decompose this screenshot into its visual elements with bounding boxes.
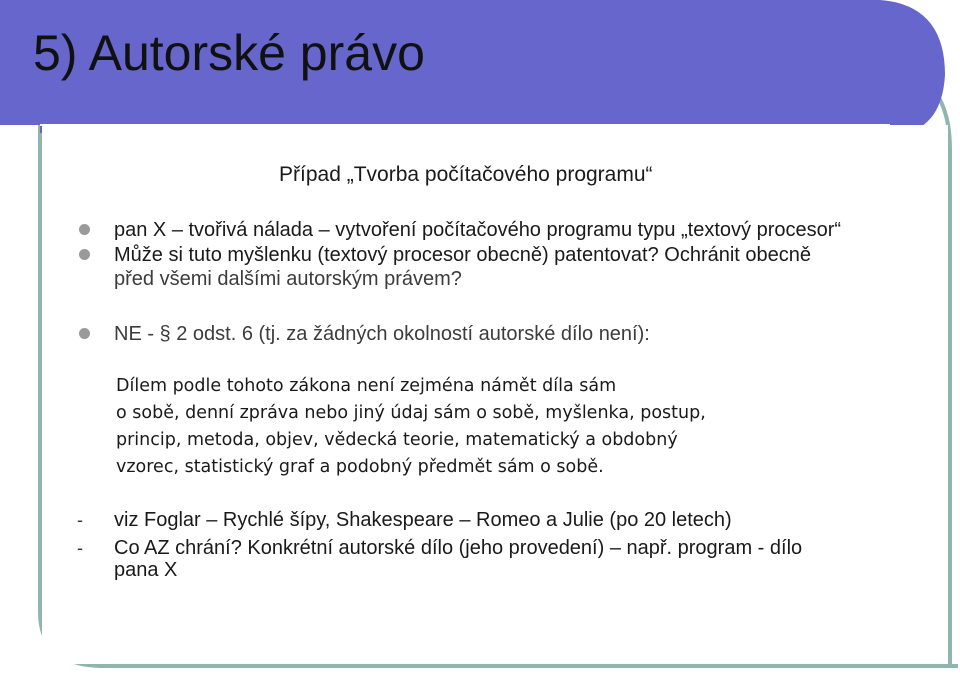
bullet-text-continuation: před všemi dalšími autorským právem? bbox=[114, 268, 462, 290]
quote-line: Dílem podle tohoto zákona není zejména námět díla sám bbox=[116, 376, 617, 396]
dash-marker: - bbox=[77, 510, 83, 530]
bullet-text: Může si tuto myšlenku (textový procesor obecně) patentovat? Ochránit obecně bbox=[114, 244, 812, 266]
case-heading: Případ „Tvorba počítačového programu“ bbox=[279, 163, 653, 186]
slide-title: 5) Autorské právo bbox=[33, 25, 425, 81]
quote-line: o sobě, denní zpráva nebo jiný údaj sám o sobě, myšlenka, postup, bbox=[116, 403, 706, 423]
dash-item-text: Co AZ chrání? Konkrétní autorské dílo (jeho provedení) – např. program - dílo bbox=[114, 537, 803, 559]
quote-line: princip, metoda, objev, vědecká teorie, matematický a obdobný bbox=[116, 430, 678, 450]
bullet-dot-icon bbox=[79, 328, 90, 339]
dash-item-text: viz Foglar – Rychlé šípy, Shakespeare – Romeo a Julie (po 20 letech) bbox=[114, 509, 732, 531]
bullet-dot-icon bbox=[79, 224, 90, 235]
bullet-text: NE - § 2 odst. 6 (tj. za žádných okolností autorské dílo není): bbox=[114, 323, 650, 345]
bullet-text: pan X – tvořivá nálada – vytvoření počítačového programu typu „textový procesor“ bbox=[114, 219, 842, 241]
dash-item-text-continuation: pana X bbox=[114, 559, 178, 581]
bullet-dot-icon bbox=[79, 249, 90, 260]
quote-line: vzorec, statistický graf a podobný předmět sám o sobě. bbox=[116, 457, 604, 477]
dash-marker: - bbox=[77, 538, 83, 558]
